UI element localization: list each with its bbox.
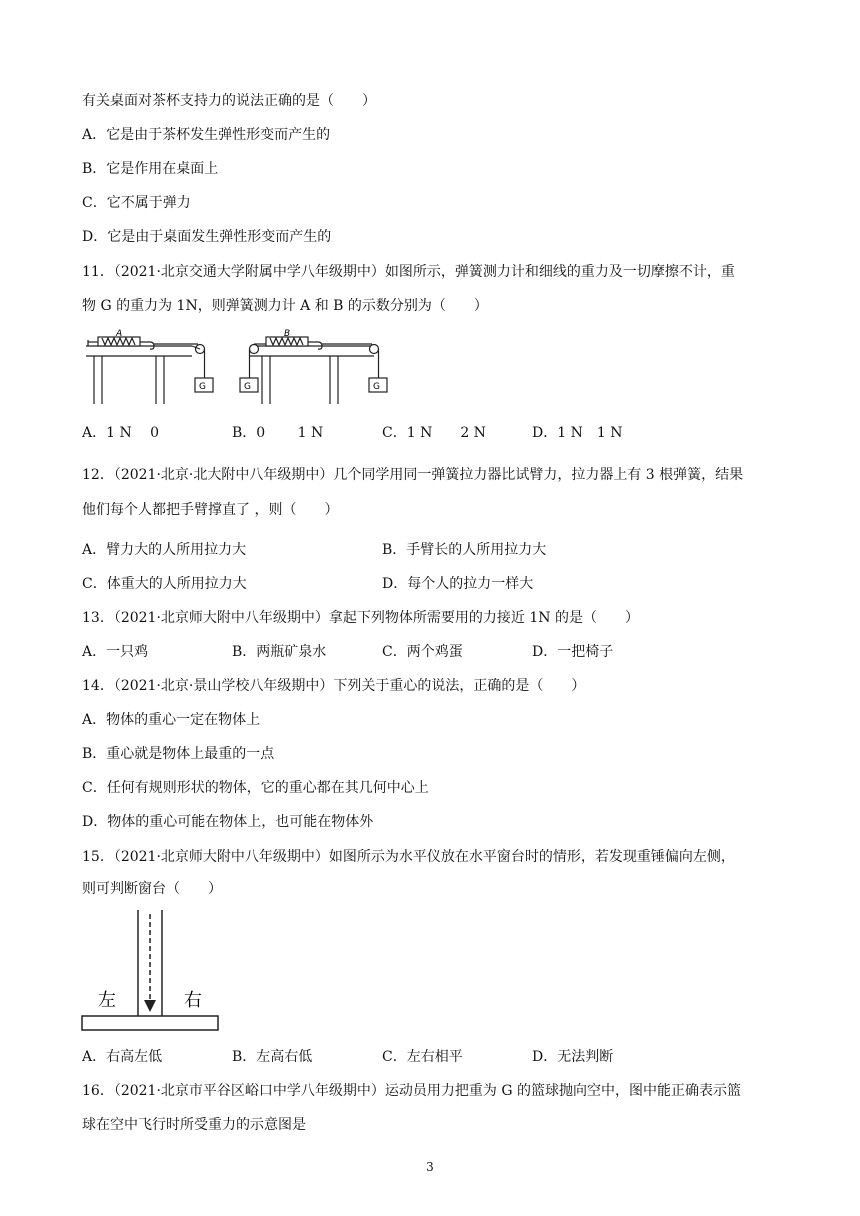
q12-option-d: D．每个人的拉力一样大 [382,576,534,592]
q16-stem-line1: 16．（2021·北京市平谷区峪口中学八年级期中）运动员用力把重为 G 的篮球抛向空中，图中能正确表示篮 [82,1083,741,1099]
q12-stem-line2: 他们每个人都把手臂撑直了 ，则（ ） [82,502,339,518]
q12-option-a: A．臂力大的人所用拉力大 [82,542,247,558]
q14-option-d: D．物体的重心可能在物体上，也可能在物体外 [82,814,374,830]
q15-option-b: B．左高右低 [232,1049,313,1065]
label-g-left: G [199,382,206,392]
q14-option-b: B．重心就是物体上最重的一点 [82,746,275,762]
label-a: A [116,329,123,339]
q15-stem-line2: 则可判断窗台（ ） [82,881,222,897]
label-right: 右 [184,990,202,1011]
apparatus-a [86,337,213,404]
q11-stem-line1: 11．（2021·北京交通大学附属中学八年级期中）如图所示，弹簧测力计和细线的重力及一切摩擦不计，重 [82,264,735,280]
q10-option-b: B．它是作用在桌面上 [82,161,219,177]
apparatus-b [240,337,387,404]
q10-option-d: D．它是由于桌面发生弹性形变而产生的 [82,229,332,245]
label-b: B [284,329,291,339]
page-number: 3 [426,1160,434,1174]
q11-stem-line2: 物 G 的重力为 1N，则弹簧测力计 A 和 B 的示数分别为（ ） [82,298,488,314]
q13-option-d: D．一把椅子 [532,644,614,660]
q15-stem-line1: 15．（2021·北京师大附中八年级期中）如图所示为水平仪放在水平窗台时的情形，若发现重锤偏向左侧， [82,849,735,865]
label-g-middle: G [244,382,251,392]
q13-option-a: A．一只鸡 [82,644,149,660]
label-g-right: G [373,382,380,392]
q10-option-c: C．它不属于弹力 [82,195,191,211]
q11-option-d: D．1 N 1 N [532,425,623,441]
label-left: 左 [98,990,116,1011]
plumb-arrow-icon [144,1000,156,1012]
q13-stem: 13．（2021·北京师大附中八年级期中）拿起下列物体所需要用的力接近 1N 的是（ ） [82,610,639,626]
q11-option-a: A．1 N 0 [82,425,160,441]
q15-option-c: C．左右相平 [382,1049,463,1065]
q12-stem-line1: 12．（2021·北京·北大附中八年级期中）几个同学用同一弹簧拉力器比试臂力，拉力器上有 3 根弹簧，结果 [82,467,744,483]
q11-option-c: C．1 N 2 N [382,425,486,441]
q13-option-c: C．两个鸡蛋 [382,644,463,660]
q14-option-c: C．任何有规则形状的物体，它的重心都在其几何中心上 [82,780,429,796]
q10-stem: 有关桌面对茶杯支持力的说法正确的是（ ） [82,93,376,109]
q12-option-c: C．体重大的人所用拉力大 [82,576,247,592]
q11-spring-scale-figure [82,328,402,406]
q12-option-b: B．手臂长的人所用拉力大 [382,542,547,558]
q14-option-a: A．物体的重心一定在物体上 [82,712,261,728]
q11-option-b: B．0 1 N [232,425,324,441]
q15-option-a: A．右高左低 [82,1049,163,1065]
q16-stem-line2: 球在空中飞行时所受重力的示意图是 [82,1117,306,1133]
q14-stem: 14．（2021·北京·景山学校八年级期中）下列关于重心的说法，正确的是（ ） [82,678,586,694]
q10-option-a: A．它是由于茶杯发生弹性形变而产生的 [82,127,331,143]
q15-option-d: D．无法判断 [532,1049,614,1065]
q13-option-b: B．两瓶矿泉水 [232,644,327,660]
q15-level-figure [80,908,222,1032]
